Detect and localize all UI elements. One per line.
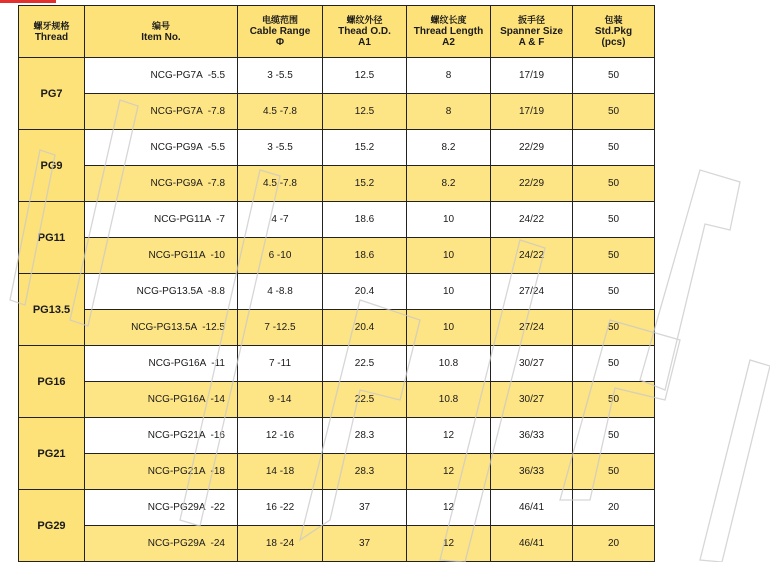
spanner-size-cell: 46/41: [491, 526, 573, 562]
std-pkg-cell: 50: [573, 346, 655, 382]
std-pkg-cell: 50: [573, 382, 655, 418]
thread-size-cell: PG11: [19, 202, 85, 274]
thread-size-cell: PG9: [19, 130, 85, 202]
table-row: [19, 310, 655, 346]
cable-range-cell: 3 -5.5: [238, 58, 323, 94]
spanner-size-cell: 27/24: [491, 310, 573, 346]
header-item: [85, 6, 238, 58]
table-row: [19, 490, 655, 526]
cable-range-cell: 16 -22: [238, 490, 323, 526]
spanner-size-cell: 36/33: [491, 418, 573, 454]
table-row: [19, 382, 655, 418]
thread-length-cell: 8.2: [407, 166, 491, 202]
cable-range-cell: 4.5 -7.8: [238, 166, 323, 202]
thread-length-cell: 10: [407, 274, 491, 310]
spanner-size-cell: 30/27: [491, 346, 573, 382]
spanner-size-cell: 22/29: [491, 166, 573, 202]
thread-od-cell: 20.4: [323, 274, 407, 310]
table-row: [19, 94, 655, 130]
std-pkg-cell: 50: [573, 130, 655, 166]
header-len-cn: 螺纹长度: [430, 15, 467, 25]
thread-size-cell: PG7: [19, 58, 85, 130]
cable-range-cell: 4.5 -7.8: [238, 94, 323, 130]
cable-range-cell: 4 -8.8: [238, 274, 323, 310]
thread-size-cell: PG21: [19, 418, 85, 490]
thread-size-cell: PG29: [19, 490, 85, 562]
item-number-cell: NCG-PG7A -5.5: [85, 58, 238, 94]
spanner-size-cell: 24/22: [491, 202, 573, 238]
thread-od-cell: 15.2: [323, 130, 407, 166]
item-number-cell: NCG-PG21A -18: [85, 454, 238, 490]
header-thread-en: Thread: [34, 31, 69, 43]
table-row: [19, 346, 655, 382]
std-pkg-cell: 50: [573, 418, 655, 454]
thread-size-cell: PG13.5: [19, 274, 85, 346]
cable-range-cell: 18 -24: [238, 526, 323, 562]
cable-range-cell: 4 -7: [238, 202, 323, 238]
thread-length-cell: 8: [407, 58, 491, 94]
std-pkg-cell: 50: [573, 274, 655, 310]
thread-length-cell: 10.8: [407, 346, 491, 382]
std-pkg-cell: 50: [573, 166, 655, 202]
table-row: [19, 58, 655, 94]
table-row: [19, 166, 655, 202]
item-number-cell: NCG-PG13.5A -12.5: [85, 310, 238, 346]
thread-length-cell: 12: [407, 526, 491, 562]
item-number-cell: NCG-PG29A -22: [85, 490, 238, 526]
item-number-cell: NCG-PG11A -10: [85, 238, 238, 274]
thread-length-cell: 12: [407, 454, 491, 490]
header-spanner-cn: 扳手径: [517, 15, 545, 25]
cable-range-cell: 7 -11: [238, 346, 323, 382]
thread-od-cell: 28.3: [323, 418, 407, 454]
header-row: [19, 6, 655, 58]
header-cable-range: [238, 6, 323, 58]
header-len-en2: A2: [442, 37, 455, 48]
std-pkg-cell: 20: [573, 490, 655, 526]
header-thread-length: [407, 6, 491, 58]
item-number-cell: NCG-PG13.5A -8.8: [85, 274, 238, 310]
table-row: [19, 418, 655, 454]
spec-table-container: [18, 5, 655, 562]
thread-size-cell: PG16: [19, 346, 85, 418]
thread-length-cell: 8: [407, 94, 491, 130]
corner-accent-bar: [0, 0, 56, 3]
cable-range-cell: 3 -5.5: [238, 130, 323, 166]
std-pkg-cell: 50: [573, 94, 655, 130]
item-number-cell: NCG-PG9A -5.5: [85, 130, 238, 166]
std-pkg-cell: 50: [573, 202, 655, 238]
thread-od-cell: 12.5: [323, 94, 407, 130]
header-od-en2: A1: [358, 37, 371, 48]
table-row: [19, 526, 655, 562]
thread-od-cell: 20.4: [323, 310, 407, 346]
header-cable-en2: Φ: [275, 37, 285, 48]
thread-od-cell: 15.2: [323, 166, 407, 202]
header-pkg-en1: Std.Pkg: [594, 26, 633, 37]
table-row: [19, 238, 655, 274]
thread-length-cell: 10.8: [407, 382, 491, 418]
cable-range-cell: 7 -12.5: [238, 310, 323, 346]
thread-od-cell: 22.5: [323, 346, 407, 382]
thread-length-cell: 8.2: [407, 130, 491, 166]
table-row: [19, 130, 655, 166]
std-pkg-cell: 20: [573, 526, 655, 562]
spanner-size-cell: 46/41: [491, 490, 573, 526]
cable-range-cell: 12 -16: [238, 418, 323, 454]
spanner-size-cell: 17/19: [491, 58, 573, 94]
header-thread-cn: 螺牙规格: [33, 20, 70, 31]
header-thread-od: [323, 6, 407, 58]
cable-gland-spec-table: [18, 5, 655, 562]
header-thread: [19, 6, 85, 58]
thread-length-cell: 12: [407, 418, 491, 454]
cable-range-cell: 14 -18: [238, 454, 323, 490]
thread-od-cell: 12.5: [323, 58, 407, 94]
thread-od-cell: 22.5: [323, 382, 407, 418]
header-spanner-en2: A & F: [518, 37, 545, 48]
table-row: [19, 202, 655, 238]
thread-length-cell: 10: [407, 202, 491, 238]
thread-od-cell: 18.6: [323, 202, 407, 238]
table-body: [19, 58, 655, 562]
item-number-cell: NCG-PG11A -7: [85, 202, 238, 238]
thread-od-cell: 37: [323, 490, 407, 526]
header-len-en1: Thread Length: [413, 26, 484, 37]
thread-od-cell: 28.3: [323, 454, 407, 490]
spanner-size-cell: 22/29: [491, 130, 573, 166]
spanner-size-cell: 17/19: [491, 94, 573, 130]
item-number-cell: NCG-PG9A -7.8: [85, 166, 238, 202]
header-cable-cn: 电缆范围: [261, 15, 298, 25]
header-od-cn: 螺纹外径: [346, 15, 383, 25]
table-header: [19, 6, 655, 58]
header-spanner-en1: Spanner Size: [500, 26, 563, 37]
cable-range-cell: 9 -14: [238, 382, 323, 418]
header-pkg-cn: 包装: [604, 15, 623, 25]
spanner-size-cell: 30/27: [491, 382, 573, 418]
spanner-size-cell: 24/22: [491, 238, 573, 274]
table-row: [19, 454, 655, 490]
header-std-pkg: [573, 6, 655, 58]
thread-length-cell: 12: [407, 490, 491, 526]
header-item-cn: 编号: [151, 20, 170, 31]
std-pkg-cell: 50: [573, 238, 655, 274]
item-number-cell: NCG-PG29A -24: [85, 526, 238, 562]
thread-od-cell: 18.6: [323, 238, 407, 274]
header-pkg-en2: (pcs): [601, 37, 626, 48]
cable-range-cell: 6 -10: [238, 238, 323, 274]
spanner-size-cell: 27/24: [491, 274, 573, 310]
thread-length-cell: 10: [407, 238, 491, 274]
spanner-size-cell: 36/33: [491, 454, 573, 490]
item-number-cell: NCG-PG7A -7.8: [85, 94, 238, 130]
header-cable-en1: Cable Range: [249, 26, 311, 37]
header-item-en: Item No.: [141, 31, 181, 43]
thread-length-cell: 10: [407, 310, 491, 346]
std-pkg-cell: 50: [573, 454, 655, 490]
table-row: [19, 274, 655, 310]
header-spanner-size: [491, 6, 573, 58]
std-pkg-cell: 50: [573, 310, 655, 346]
item-number-cell: NCG-PG16A -11: [85, 346, 238, 382]
item-number-cell: NCG-PG16A -14: [85, 382, 238, 418]
header-od-en1: Thead O.D.: [338, 26, 391, 37]
std-pkg-cell: 50: [573, 58, 655, 94]
thread-od-cell: 37: [323, 526, 407, 562]
item-number-cell: NCG-PG21A -16: [85, 418, 238, 454]
